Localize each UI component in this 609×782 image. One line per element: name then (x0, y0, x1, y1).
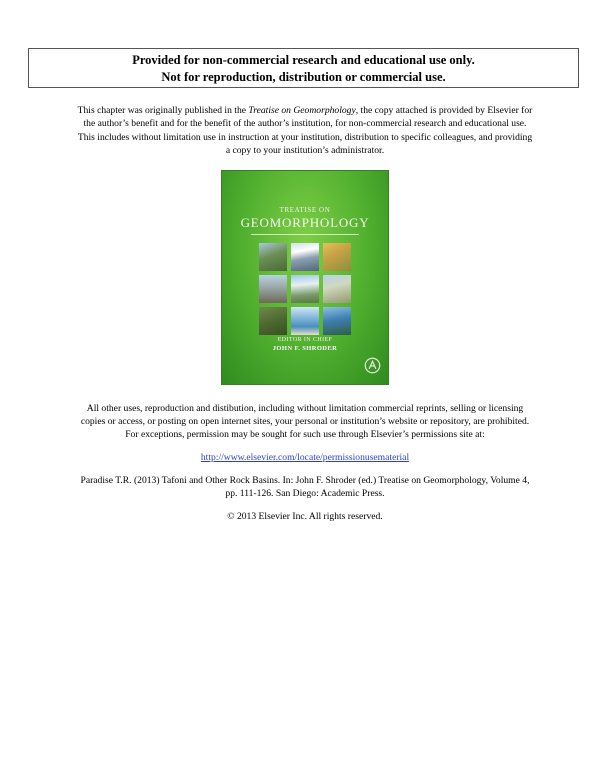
cover-photo-tile (323, 275, 351, 303)
book-title: Treatise on Geomorphology (248, 105, 356, 116)
intro-line-3: This includes without limitation use in instruction at your institution, distribution to specific colleagues, and providing (77, 131, 533, 143)
notice-line-1: Provided for non-commercial research and educational use only. (132, 53, 475, 67)
cover-divider (251, 234, 359, 235)
cover-editor-name: JOHN F. SHRODER (272, 345, 338, 352)
cover-photo-tile (259, 307, 287, 335)
uses-line-3: For exceptions, permission may be sought for such use through Elsevier’s permissions site at: (125, 429, 485, 440)
intro-line-1-end: , the copy attached is provided by Elsevier for (355, 105, 533, 116)
book-cover-image (221, 170, 389, 385)
notice-line-2: Not for reproduction, distribution or commercial use. (161, 70, 446, 84)
cover-photo-tile (259, 275, 287, 303)
uses-line-2: copies or access, or posting on open internet sites, your personal or institution’s website or repository, are prohibited. (80, 416, 530, 427)
citation-paragraph (40, 474, 570, 501)
copyright-notice: © 2013 Elsevier Inc. All rights reserved. (227, 511, 383, 522)
citation-line-2: pp. 111-126. San Diego: Academic Press. (225, 488, 385, 500)
usage-restrictions-paragraph (40, 402, 570, 441)
intro-paragraph (40, 104, 570, 158)
cover-photo-tile (291, 243, 319, 271)
elsevier-logo-icon (364, 357, 381, 374)
cover-photo-tile (291, 307, 319, 335)
intro-line-4: a copy to your institution’s administrator. (225, 145, 385, 157)
uses-line-1: All other uses, reproduction and distibution, including without limitation commercial reprints, selling or licensing (86, 403, 524, 414)
intro-line-1 (40, 104, 570, 117)
cover-photo-tile (323, 307, 351, 335)
permissions-link-row (40, 451, 570, 464)
intro-line-2: the author’s benefit and for the benefit of the author’s institution, for non-commercial research and educational use. (83, 118, 527, 130)
cover-photo-tile (291, 275, 319, 303)
cover-title: GEOMORPHOLOGY (240, 215, 370, 230)
cover-editor-label: EDITOR IN CHIEF (277, 337, 333, 343)
cover-photo-grid (259, 243, 351, 335)
cover-photo-tile (323, 243, 351, 271)
citation-line-1: Paradise T.R. (2013) Tafoni and Other Rock Basins. In: John F. Shroder (ed.) Treatise on Geomorphology, Volume 4, (80, 475, 530, 486)
usage-notice-box (28, 48, 579, 88)
intro-line-1-start: This chapter was originally published in the (77, 105, 249, 116)
cover-series: TREATISE ON (279, 206, 331, 214)
cover-photo-tile (259, 243, 287, 271)
permissions-link[interactable]: http://www.elsevier.com/locate/permissionusematerial (200, 452, 410, 463)
